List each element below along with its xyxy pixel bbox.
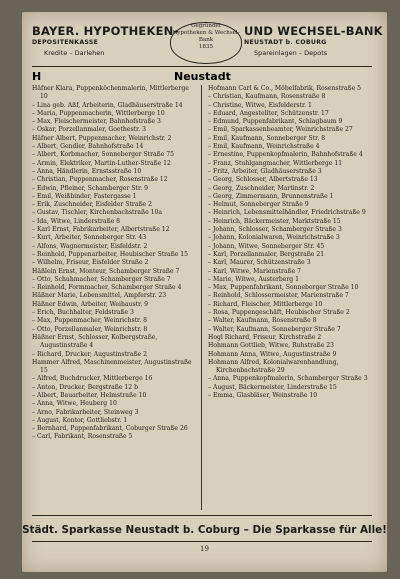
directory-entry: Häfner Klara, Puppenköchenmalerin, Mittlerberge 10	[32, 85, 189, 101]
directory-page	[22, 12, 387, 572]
directory-entry: – Erik, Zuschneider, Eisfelder Straße 2	[32, 201, 152, 209]
directory-entry: Hogl Richard, Friseur, Kirchstraße 2	[208, 333, 322, 341]
directory-entry: – Walter, Kaufmann, Rosenstraße 8	[208, 317, 317, 325]
directory-entry: – Lina geb. Aßf, Arbeiterin, Gladhäuserstraße 14	[32, 101, 183, 109]
directory-entry: – Reinhold, Formmacher, Schamberger Straße 4	[32, 284, 182, 292]
directory-entry: – Erich, Buchhalter, Feldstraße 3	[32, 309, 134, 317]
directory-entry: – Anna, Puppenkopfmalerin, Schamberger Straße 3	[208, 375, 368, 383]
directory-entry: Hammer Alfred, Maschinenmeister, Augustinstraße 15	[32, 358, 192, 375]
directory-entry: – Fritz, Arbeiter, Gladhäuserstraße 3	[208, 167, 322, 175]
directory-entry: – Christine, Witwe, Eisfelderstr. 1	[208, 101, 312, 109]
directory-entry: – Armin, Elektriker, Martin-Luther-Straße 12	[32, 159, 171, 167]
directory-entry: – Edwin, Pfleiner, Schamberger Str. 9	[32, 184, 148, 192]
directory-entry: – Georg, Schlosser, Albertstraße 13	[208, 176, 318, 184]
directory-entry: – Alfred, Buchdrucker, Mittlerberge 16	[32, 375, 153, 383]
directory-entry: – Christian, Kaufmann, Rosenstraße 8	[208, 93, 326, 101]
bank-name-right: UND WECHSEL-BANK	[244, 24, 383, 38]
footer-rule-bottom	[32, 541, 372, 542]
bank-offer-right: Spareinlagen – Depots	[254, 49, 328, 57]
directory-entry: – Rosa, Puppengeschäft, Heubischer Straße 2	[208, 309, 350, 317]
directory-entry: Häßlein Ernst, Monteur, Schamberger Straße 7	[32, 267, 180, 275]
directory-entry: – Otto, Schuhmacher, Schamberger Straße 7	[32, 275, 171, 283]
directory-entry: – Arno, Fabrikarbeiter, Steinweg 3	[32, 408, 139, 416]
directory-entry: – Heinrich, Lebensmittelhändler, Friedrichstraße 9	[208, 209, 366, 217]
directory-entry: – Anna, Händlerin, Ernstsstraße 10	[32, 167, 142, 175]
directory-entry: – Carl, Fabrikant, Rosenstraße 5	[32, 433, 133, 441]
directory-entry: – Albert, Bauarbeiter, Helmstraße 10	[32, 391, 147, 399]
directory-entry: – Oskar, Porzellanmaler, Goethestr. 3	[32, 126, 147, 134]
directory-entry: Häfner Albert, Puppenmacher, Weinrichstr. 2	[32, 134, 172, 142]
section-letter: H	[32, 70, 42, 83]
directory-entry: – Maria, Puppenmacherin, Wittlerberge 10	[32, 109, 165, 117]
directory-entry: – Edmund, Puppenfabrikant, Schlagbaum 9	[208, 118, 343, 126]
directory-entry: – Johann, Schlosser, Schamberger Straße 3	[208, 226, 342, 234]
bank-advertisement	[32, 22, 383, 64]
directory-entry: – Karl Ernst, Fabrikarbeiter, Albertstraße 12	[32, 226, 170, 234]
directory-entry: – Anton, Drucker, Bergstraße 12 b	[32, 383, 139, 391]
directory-entry: – Albert, Korbmacher, Sonneberger Straße 75	[32, 151, 175, 159]
directory-entry: – Max, Puppenfabrikant, Sonneberger Straße 10	[208, 284, 359, 292]
directory-entry: – Max, Puppenmacher, Weinrichstr. 8	[32, 317, 148, 325]
left-column	[32, 85, 196, 510]
directory-entry: – Richard, Fleischer, Mittlerberge 10	[208, 300, 323, 308]
directory-entry: – Walter, Kaufmann, Sonneberger Straße 7	[208, 325, 341, 333]
section-heading	[32, 70, 372, 84]
directory-entry: – Kurt, Arbeiter, Sonneberger Str. 43	[32, 234, 147, 242]
directory-entry: – Richard, Drucker, Augustinstraße 2	[32, 350, 147, 358]
page-number: 19	[200, 545, 209, 553]
directory-entry: – Bernhard, Puppenfabrikant, Coburger Straße 26	[32, 425, 188, 433]
bank-subtitle-left: DEPOSITENKASSE	[32, 39, 99, 46]
directory-entry: – Karl, Witwe, Marienstraße 7	[208, 267, 302, 275]
directory-entry: – Johann, Kolonialwaren, Weinrichstraße 3	[208, 234, 340, 242]
right-column	[208, 85, 372, 510]
seal-line-3: 1835	[199, 44, 213, 50]
directory-entry: – Heinrich, Bäckermeister, Marktstraße 15	[208, 217, 341, 225]
directory-entry: – Albert, Gendler, Bahnhofstraße 14	[32, 143, 144, 151]
directory-entry: – Emil, Kaufmann, Sonneberger Str. 8	[208, 134, 326, 142]
footer-rule-top	[32, 515, 372, 516]
directory-entry: – Anna, Witwe, Heuberg 10	[32, 400, 117, 408]
section-city: Neustadt	[174, 70, 231, 83]
directory-entry: – Marie, Witwe, Austerberg 1	[208, 275, 300, 283]
directory-entry: – Karl, Maurer, Schützenstraße 3	[208, 259, 311, 267]
column-divider	[201, 85, 202, 510]
directory-entry: – Helmut, Sonneberger Straße 9	[208, 201, 309, 209]
bank-name-left: BAYER. HYPOTHEKEN-	[32, 24, 179, 38]
directory-entry: – Emil, Kaufmann, Weinrichstraße 4	[208, 143, 320, 151]
directory-entry: Hohmann Gottlieb, Witwe, Ruhstraße 23	[208, 342, 334, 350]
bank-offer-left: Kredite – Darlehen	[44, 49, 105, 57]
directory-entry: Häßner Ernst, Schlosser, Kolbergstraße, Augustinstraße 4	[32, 333, 158, 350]
directory-entry: – Franz, Stuhlgangmacher, Wittlerberge 11	[208, 159, 343, 167]
directory-entry: – August, Kontor, Gottliebstr. 1	[32, 416, 128, 424]
seal-line-2: Hypotheken & Wechsel-Bank	[172, 30, 240, 43]
seal-line-1: Gegründet	[191, 23, 221, 29]
bank-subtitle-right: NEUSTADT b. COBURG	[244, 39, 327, 46]
directory-entry: Hohmann Alfred, Kolonialwarenhandlung, Kirchenbachstraße 29	[208, 358, 339, 375]
directory-entry: – Johann, Witwe, Sonneberger Str. 45	[208, 242, 325, 250]
directory-entry: – Alfons, Wagnermeister, Eisfeldstr. 2	[32, 242, 148, 250]
directory-entry: Hofmann Carl & Co., Möbelfabrik, Rosenstraße 5	[208, 85, 362, 92]
directory-entry: Häßner Edwin, Arbeiter, Weihaustr. 9	[32, 300, 149, 308]
directory-entry: – Eduard, Angestellter, Schützenstr. 17	[208, 109, 329, 117]
directory-entry: – Ida, Witwe, Linderstraße 8	[32, 217, 121, 225]
sparkasse-footer: Städt. Sparkasse Neustadt b. Coburg – Die Sparkasse für Alle!	[22, 524, 387, 536]
header-rule	[32, 66, 372, 67]
directory-entry: – Gustav, Tischler, Kirchenbachstraße 10a	[32, 209, 163, 217]
directory-entry: Hohmann Anna, Witwe, Augustinstraße 9	[208, 350, 337, 358]
directory-entry: – Wilhelm, Friseur, Eisfelder Straße 2	[32, 259, 149, 267]
directory-entry: – Georg, Zimmermann, Brunnenstraße 1	[208, 192, 334, 200]
directory-entry: Häßner Marie, Lebensmittel, Ampferstr. 23	[32, 292, 167, 300]
directory-entry: – Karl, Porzellanmaler, Bergstraße 21	[208, 250, 325, 258]
directory-entry: – August, Bäckermeister, Linderstraße 15	[208, 383, 337, 391]
directory-entry: – Georg, Zuschneider, Martinstr. 2	[208, 184, 315, 192]
bank-seal-logo	[170, 22, 242, 64]
directory-entry: – Max, Fleischermeister, Bahnhofstraße 3	[32, 118, 161, 126]
directory-entry: – Emil, Weißbinder, Fastergasse 1	[32, 192, 137, 200]
directory-entry: – Emil, Sparkassenbeamter, Weinrichstraße 27	[208, 126, 353, 134]
directory-entry: – Ernestine, Puppenkopfmalerin, Bahnhofstraße 4	[208, 151, 363, 159]
directory-entry: – Reinhold, Puppenarbeiter, Heubischer Straße 15	[32, 250, 189, 258]
directory-entry: – Reinhold, Schlossermeister, Marienstraße 7	[208, 292, 349, 300]
directory-entry: – Emma, Glasbläser, Weinstraße 10	[208, 391, 318, 399]
directory-entry: – Christian, Puppenmacher, Rosenstraße 12	[32, 176, 168, 184]
directory-entry: – Otto, Porzellanmaler, Weinrichstr. 8	[32, 325, 148, 333]
